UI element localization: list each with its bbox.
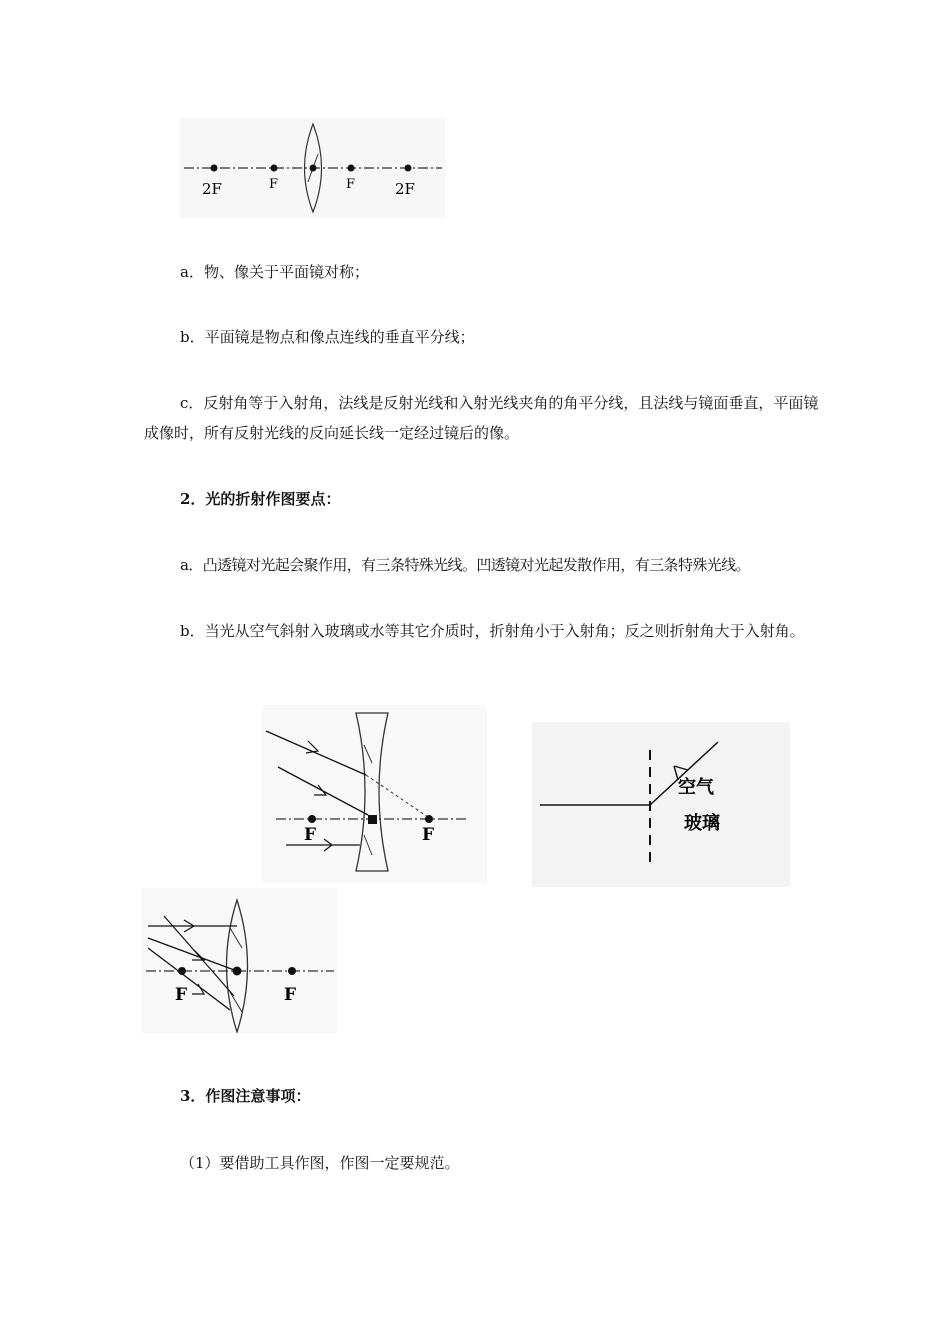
label-air: 空气	[678, 777, 714, 798]
note-1: （1）要借助工具作图，作图一定要规范。	[180, 1154, 460, 1172]
concave-lens-figure	[262, 705, 487, 883]
focal-point	[211, 165, 218, 172]
label-f-right: F	[422, 825, 435, 845]
lens-center-point	[233, 967, 242, 976]
label-f-left: F	[304, 825, 317, 845]
mirror-point-a: a．物、像关于平面镜对称；	[180, 263, 369, 281]
label-f-left: F	[175, 985, 188, 1005]
label-2f-left: 2F	[202, 180, 222, 198]
label-f-left: F	[269, 177, 279, 192]
focal-point	[308, 815, 316, 823]
focal-point	[288, 967, 296, 975]
focal-point	[271, 165, 278, 172]
lens-center-point	[310, 165, 317, 172]
label-2f-right: 2F	[395, 180, 415, 198]
focal-point	[425, 815, 433, 823]
label-f-right: F	[284, 985, 297, 1005]
notes-heading: 3．作图注意事项：	[180, 1087, 311, 1105]
refraction-heading: 2．光的折射作图要点：	[180, 490, 341, 508]
label-f-right: F	[346, 177, 356, 192]
lens-center-point	[368, 815, 377, 824]
mirror-point-b: b．平面镜是物点和像点连线的垂直平分线；	[180, 328, 475, 346]
mirror-point-c: c．反射角等于入射角，法线是反射光线和入射光线夹角的角平分线，且法线与镜面垂直，平面镜成像时，所有反射光线的反向延长线一定经过镜后的像。	[144, 394, 819, 442]
lens-axis-figure	[180, 118, 445, 218]
focal-point	[348, 165, 355, 172]
refraction-point-b: b．当光从空气斜射入玻璃或水等其它介质时，折射角小于入射角；反之则折射角大于入射角。	[180, 622, 805, 640]
focal-point	[405, 165, 412, 172]
label-glass: 玻璃	[684, 813, 720, 834]
focal-point	[178, 967, 186, 975]
refraction-point-a: a．凸透镜对光起会聚作用，有三条特殊光线。凹透镜对光起发散作用，有三条特殊光线。	[180, 556, 750, 574]
convex-lens-figure	[142, 888, 337, 1033]
refraction-figure	[532, 722, 790, 887]
